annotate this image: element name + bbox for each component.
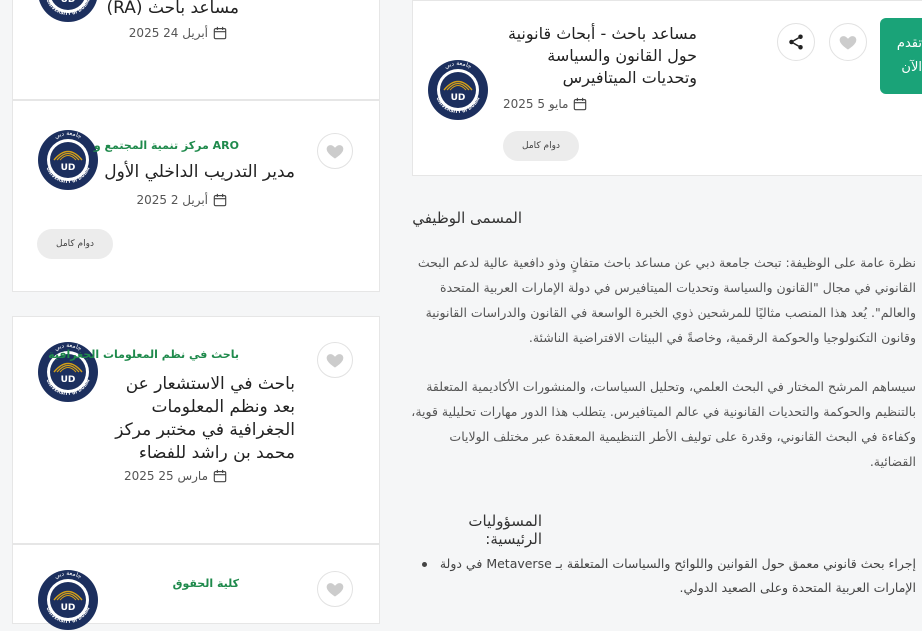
section-heading: المسمى الوظيفي — [412, 209, 522, 227]
job-header-card — [412, 0, 922, 176]
department-label: ARO مركز تنمية المجتمع و — [93, 139, 239, 152]
job-list — [12, 0, 380, 600]
job-overview-paragraph: نظرة عامة على الوظيفة: تبحث جامعة دبي عن مساعد باحث متفانٍ وذو دافعية عالية لدعم البحث القانوني في مجال "القانون والسياسة وتحديات الميتافيرس في دولة الإمارات العربية المتحدة والعالم". يُعد هذا المنصب مثاليًا للمرشحين ذوي الخبرة الواسعة في القانون والدراسات القانونية وقانون التكنولوجيا والحوكمة الرقمية، وخاصةً في البيئات الافتراضية الناشئة. — [417, 255, 916, 345]
date-text: مايو 5 2025 — [503, 97, 569, 111]
job-date — [124, 469, 227, 483]
favorite-button[interactable] — [317, 133, 353, 169]
job-card[interactable] — [12, 100, 380, 292]
share-button[interactable] — [777, 23, 815, 61]
job-date — [136, 193, 227, 207]
calendar-icon — [213, 193, 227, 207]
favorite-button[interactable] — [829, 23, 867, 61]
responsibility-text: إجراء بحث قانوني معمق حول القوانين واللوائح والسياسات المتعلقة بـ Metaverse في دولة الإمارات العربية المتحدة وعلى الصعيد الدولي. — [439, 556, 916, 595]
job-detail — [412, 0, 922, 600]
date-text: مارس 25 2025 — [124, 469, 208, 483]
heart-icon — [325, 579, 345, 599]
date-text: أبريل 2 2025 — [136, 193, 208, 207]
calendar-icon — [213, 469, 227, 483]
job-card[interactable] — [12, 316, 380, 544]
job-card[interactable] — [12, 544, 380, 624]
job-card[interactable] — [12, 0, 380, 100]
job-date — [129, 26, 227, 40]
job-title[interactable]: مساعد باحث (RA) — [106, 0, 239, 18]
university-logo — [37, 569, 99, 631]
job-date — [503, 97, 587, 111]
department-label: كلية الحقوق — [172, 577, 239, 590]
calendar-icon — [573, 97, 587, 111]
job-title[interactable]: مدير التدريب الداخلي الأول — [104, 162, 295, 182]
job-role-paragraph: سيساهم المرشح المختار في البحث العلمي، وتحليل السياسات، والمنشورات الأكاديمية المتعلقة بالتنظيم والحوكمة والتحديات القانونية في عالم الميتافيرس. يتطلب هذا الدور مهارات تحليلية قوية، وكفاءة في البحث القانوني، وقدرة على توليف الأطر التنظيمية المعقدة عبر مختلف الولايات القضائية. — [411, 379, 916, 469]
heart-icon — [325, 141, 345, 161]
responsibility-item — [416, 552, 916, 600]
favorite-button[interactable] — [317, 342, 353, 378]
responsibilities-heading: المسؤوليات الرئيسية: — [468, 512, 542, 548]
apply-now-button[interactable]: تقدم الآن — [880, 18, 922, 94]
bullet-dot — [422, 562, 427, 567]
calendar-icon — [213, 26, 227, 40]
university-logo — [37, 129, 99, 191]
share-icon — [787, 33, 805, 51]
university-logo — [427, 59, 489, 121]
heart-icon — [838, 32, 858, 52]
job-title: مساعد باحث - أبحاث قانونية حول القانون والسياسة وتحديات الميتافيرس — [508, 24, 697, 87]
date-text: أبريل 24 2025 — [128, 26, 208, 40]
job-type-badge: دوام كامل — [37, 229, 113, 259]
favorite-button[interactable] — [317, 571, 353, 607]
heart-icon — [325, 350, 345, 370]
job-type-badge: دوام كامل — [503, 131, 579, 161]
job-title[interactable]: باحث في الاستشعار عن بعد ونظم المعلومات الجغرافية في مختبر مركز محمد بن راشد للفضاء — [115, 374, 295, 463]
department-label: باحث في نظم المعلومات الجغرافية — [48, 348, 239, 361]
